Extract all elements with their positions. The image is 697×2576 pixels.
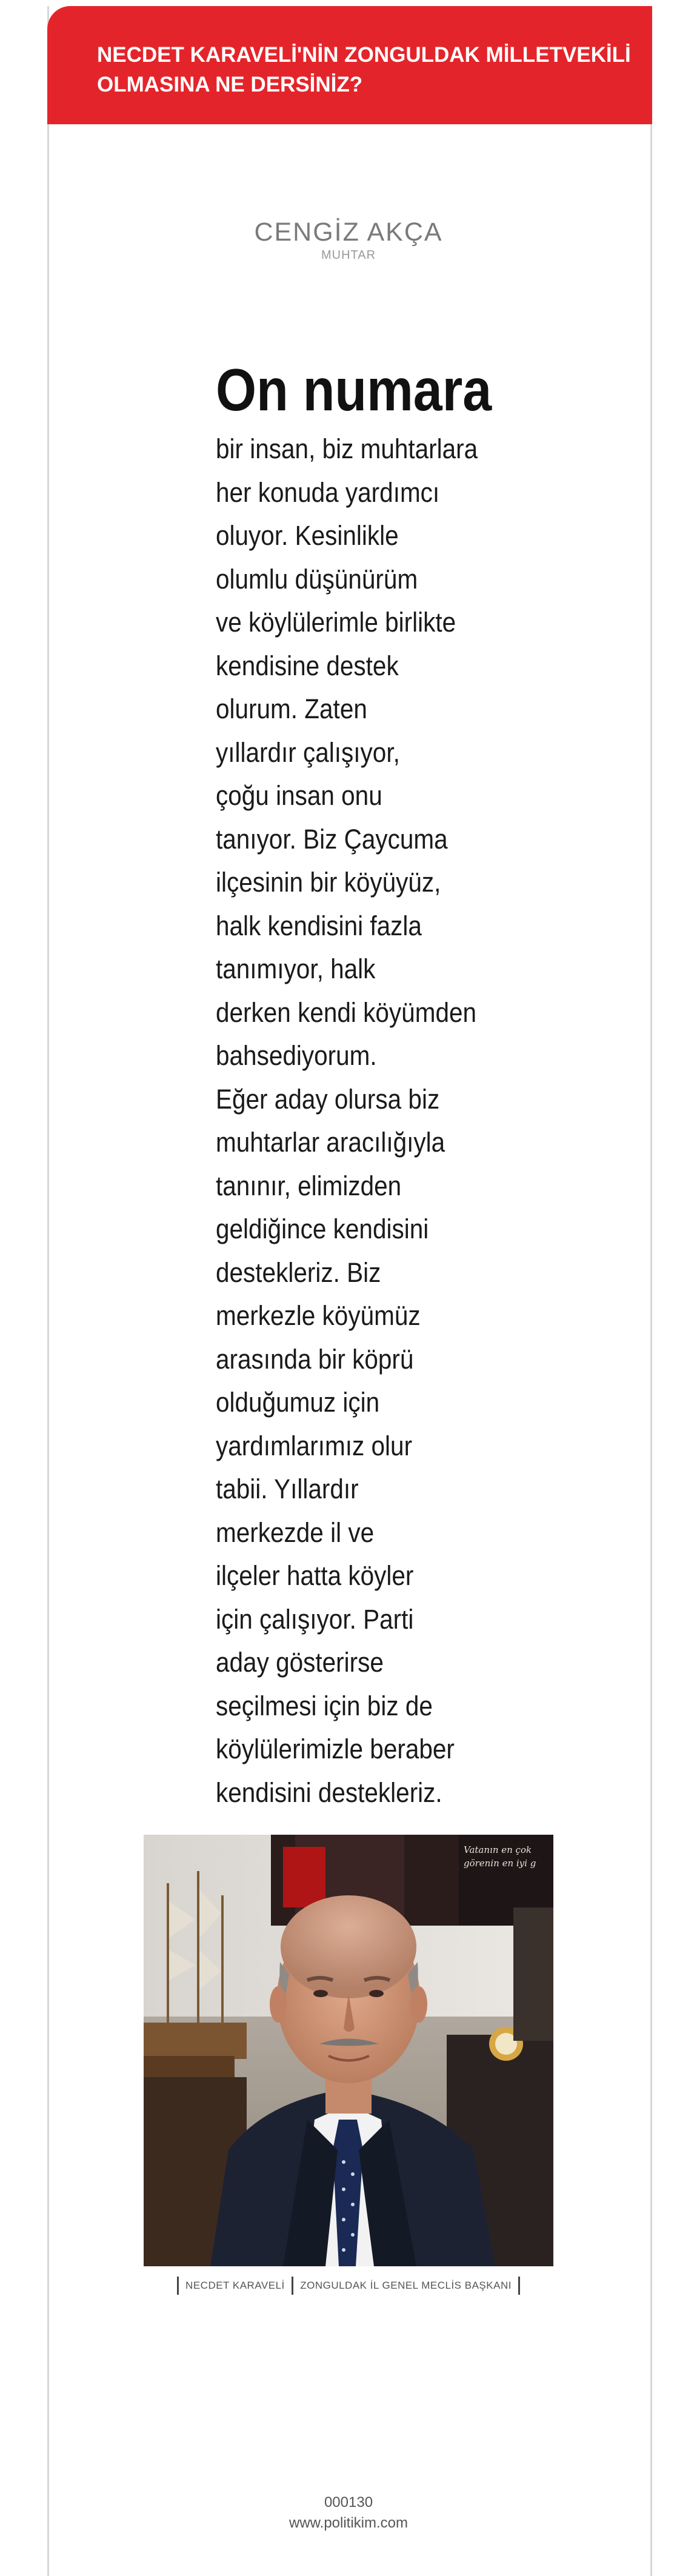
article-body-line: geldiğince kendisini bbox=[216, 1213, 429, 1244]
article-body-line: olumlu düşünürüm bbox=[216, 563, 418, 595]
article-body-line: bir insan, biz muhtarlara bbox=[216, 433, 478, 464]
footer bbox=[0, 2492, 697, 2534]
caption-title: ZONGULDAK İL GENEL MECLİS BAŞKANI bbox=[300, 2280, 512, 2291]
article-body-line: ilçeler hatta köyler bbox=[216, 1560, 414, 1591]
article-body-line: bahsediyorum. bbox=[216, 1040, 377, 1071]
caption-separator bbox=[292, 2277, 293, 2295]
article-body-line: oluyor. Kesinlikle bbox=[216, 520, 399, 551]
article-body-line: merkezle köyümüz bbox=[216, 1300, 421, 1331]
article-body-line: için çalışıyor. Parti bbox=[216, 1603, 414, 1635]
article-body-line: yıllardır çalışıyor, bbox=[216, 736, 400, 768]
caption-name: NECDET KARAVELİ bbox=[185, 2280, 285, 2291]
article-body-line: arasında bir köprü bbox=[216, 1343, 414, 1375]
poster-text-1: Vatanın en çok bbox=[464, 1844, 532, 1855]
header-title-line-2: OLMASINA NE DERSİNİZ? bbox=[97, 73, 363, 96]
footer-website[interactable]: www.politikim.com bbox=[288, 2515, 409, 2531]
caption-separator bbox=[518, 2277, 520, 2295]
author-block bbox=[0, 217, 697, 262]
article-body-line: tanınır, elimizden bbox=[216, 1170, 402, 1201]
article-body-line: merkezde il ve bbox=[216, 1517, 375, 1548]
header-title bbox=[97, 40, 642, 99]
article-body-line: Eğer aday olursa biz bbox=[216, 1083, 440, 1115]
article-body-line: aday gösterirse bbox=[216, 1647, 384, 1678]
article-headline: On numara bbox=[216, 356, 492, 423]
article-body-line: çoğu insan onu bbox=[216, 780, 382, 811]
article-body-line: tabii. Yıllardır bbox=[216, 1473, 359, 1504]
header-title-line-1: NECDET KARAVELİ'NİN ZONGULDAK MİLLETVEKİLİ bbox=[97, 43, 631, 67]
article-body-line: halk kendisini fazla bbox=[216, 910, 422, 941]
caption-separator bbox=[177, 2277, 179, 2295]
photo-caption bbox=[0, 2277, 697, 2295]
article-body-line: her konuda yardımcı bbox=[216, 476, 440, 508]
article-body-line: yardımlarımız olur bbox=[216, 1430, 413, 1461]
article-body-line: ilçesinin bir köyüyüz, bbox=[216, 867, 441, 898]
article-body-line: tanıyor. Biz Çaycuma bbox=[216, 823, 448, 855]
author-name: CENGİZ AKÇA bbox=[254, 218, 443, 247]
article-body-line: derken kendi köyümden bbox=[216, 996, 477, 1028]
footer-code: 000130 bbox=[324, 2494, 373, 2511]
article-body-line: ve köylülerimle birlikte bbox=[216, 607, 456, 638]
article-body-line: kendisine destek bbox=[216, 650, 399, 681]
author-role: MUHTAR bbox=[321, 249, 376, 262]
poster-text-2: görenin en iyi g bbox=[464, 1858, 536, 1869]
article-body-line: olduğumuz için bbox=[216, 1387, 380, 1418]
article-body-line: tanımıyor, halk bbox=[216, 953, 376, 984]
article-body bbox=[216, 427, 499, 1814]
article-body-line: muhtarlar aracılığıyla bbox=[216, 1127, 445, 1158]
article-body-line: kendisini destekleriz. bbox=[216, 1777, 442, 1808]
header-banner bbox=[47, 6, 652, 124]
article-body-line: seçilmesi için biz de bbox=[216, 1690, 433, 1721]
article-body-line: olurum. Zaten bbox=[216, 693, 367, 724]
article-body-line: destekleriz. Biz bbox=[216, 1256, 381, 1288]
portrait-photo bbox=[144, 1835, 553, 2266]
article-body-line: köylülerimizle beraber bbox=[216, 1733, 455, 1764]
